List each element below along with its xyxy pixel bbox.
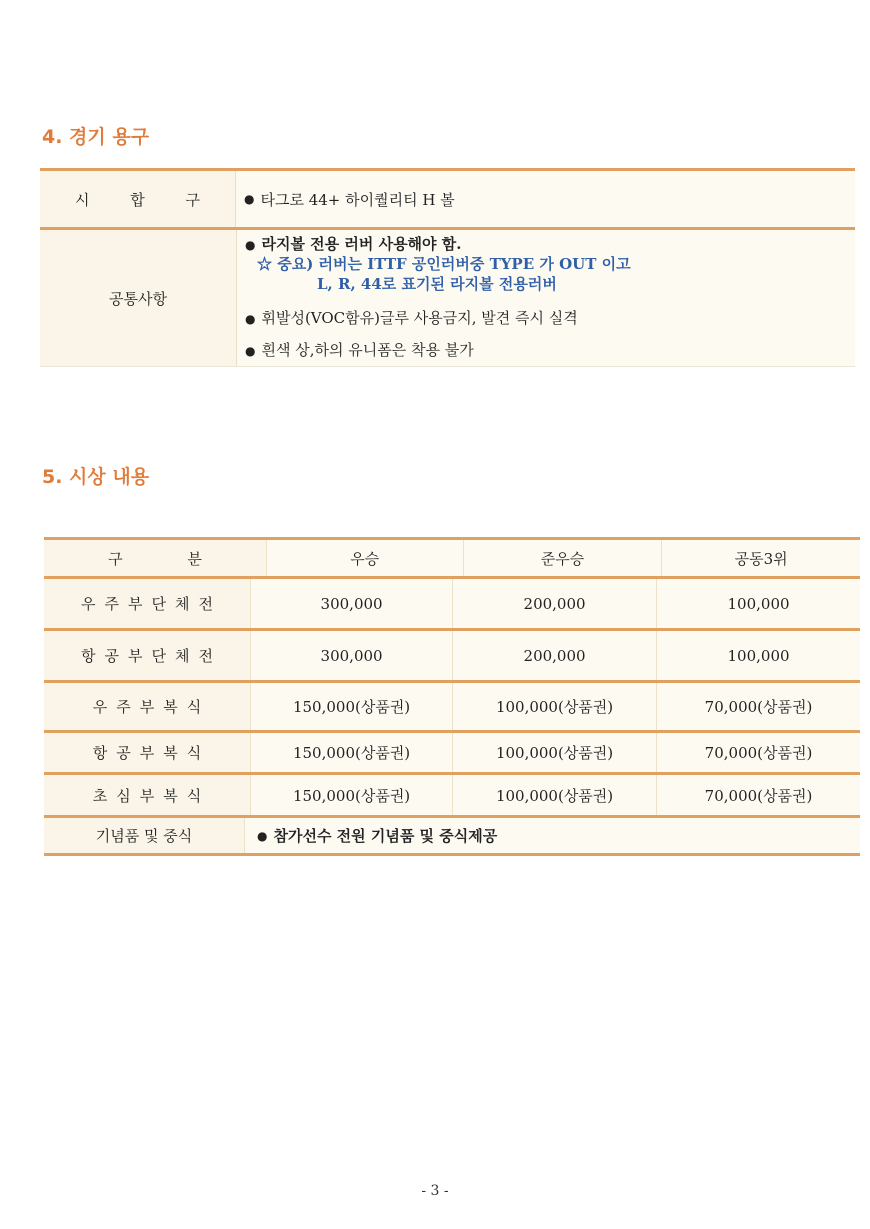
commemorative-label: 기념품 및 중식 (44, 818, 245, 853)
header-third: 공동3위 (734, 549, 788, 568)
bullet-icon: ● (245, 312, 256, 326)
glue-text: 휘발성(VOC함유)글루 사용금지, 발견 즉시 실격 (261, 309, 578, 327)
row-label: 우주부단체전 (44, 579, 251, 628)
prize-third: 70,000(상품권) (704, 786, 813, 805)
prize-winner: 300,000 (251, 579, 453, 628)
table-row (44, 775, 860, 818)
prize-table (44, 537, 860, 856)
common-content (237, 230, 855, 366)
table-row (44, 579, 860, 631)
glue-line (245, 308, 855, 328)
bullet-icon: ● (257, 828, 268, 843)
prize-winner: 300,000 (251, 631, 453, 680)
header-winner: 우승 (267, 540, 464, 576)
table-row (44, 683, 860, 733)
commemorative-row (44, 818, 860, 856)
prize-third: 70,000(상품권) (704, 744, 813, 762)
prize-runner-up: 200,000 (453, 579, 657, 628)
row-label: 초심부복식 (44, 775, 251, 815)
page-number: - 3 - (421, 1183, 449, 1199)
table-row (44, 733, 860, 775)
table-row (44, 631, 860, 683)
section-5-title: 5. 시상 내용 (42, 466, 150, 488)
section-4-title: 4. 경기 용구 (42, 126, 150, 148)
row-label: 항공부복식 (44, 733, 251, 772)
prize-runner-up: 200,000 (453, 631, 657, 680)
equipment-table (40, 168, 855, 367)
prize-runner-up: 100,000(상품권) (453, 733, 657, 772)
rubber-text: 라지볼 전용 러버 사용해야 함. (261, 235, 462, 253)
prize-header-row (44, 537, 860, 579)
row-label: 우주부복식 (44, 683, 251, 730)
prize-winner: 150,000(상품권) (251, 775, 453, 815)
prize-third: 100,000 (727, 594, 790, 613)
uniform-line (245, 340, 855, 360)
ball-text: 타그로 44+ 하이퀄리티 H 볼 (260, 190, 455, 209)
header-runner-up: 준우승 (464, 540, 663, 576)
rubber-line (245, 234, 855, 254)
prize-runner-up: 100,000(상품권) (453, 683, 657, 730)
important-note-line1: ☆ 중요) 러버는 ITTF 공인러버중 TYPE 가 OUT 이고 (257, 255, 631, 273)
bullet-icon: ● (245, 238, 256, 252)
prize-runner-up: 100,000(상품권) (453, 775, 657, 815)
ball-label: 시 합 구 (40, 171, 236, 227)
uniform-text: 흰색 상,하의 유니폼은 착용 불가 (261, 341, 474, 359)
equipment-row-common (40, 230, 855, 367)
ball-content (236, 171, 855, 227)
common-label: 공통사항 (40, 230, 237, 366)
prize-third: 70,000(상품권) (704, 698, 813, 716)
bullet-icon: ● (244, 192, 255, 206)
commemorative-text: 참가선수 전원 기념품 및 중식제공 (273, 827, 498, 845)
equipment-row-ball (40, 171, 855, 230)
commemorative-content (245, 818, 860, 853)
prize-winner: 150,000(상품권) (251, 683, 453, 730)
bullet-icon: ● (245, 344, 256, 358)
prize-winner: 150,000(상품권) (251, 733, 453, 772)
header-category: 구 분 (44, 540, 267, 576)
important-note-line2: L, R, 44로 표기된 라지볼 전용러버 (317, 275, 557, 293)
row-label: 항공부단체전 (44, 631, 251, 680)
prize-third: 100,000 (727, 646, 790, 665)
